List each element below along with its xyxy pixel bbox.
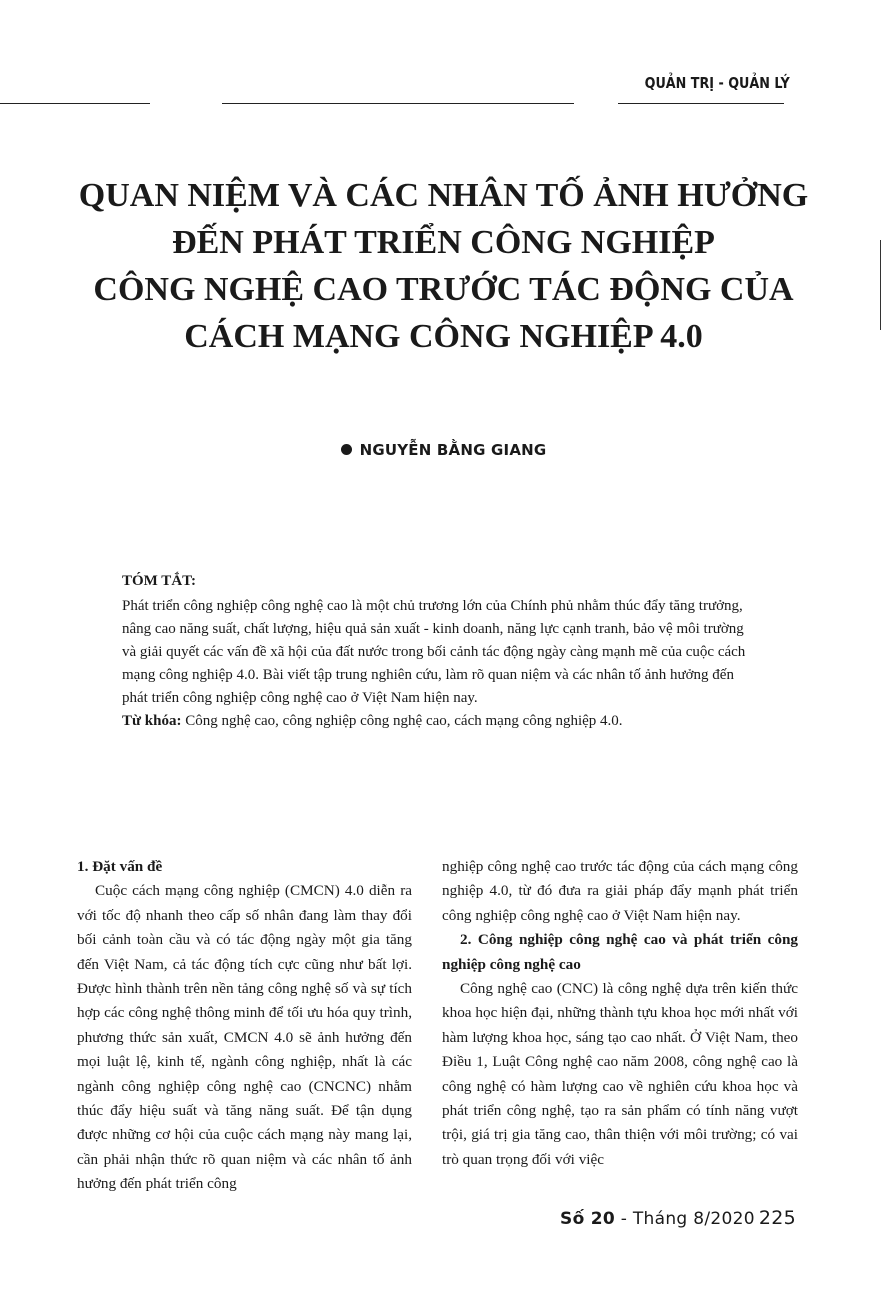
title-line-1: QUAN NIỆM VÀ CÁC NHÂN TỐ ẢNH HƯỞNG [78,177,809,214]
issue-date: - Tháng 8/2020 [615,1209,755,1229]
article-title [40,172,847,360]
keywords-line [122,710,748,733]
author-name: NGUYỄN BẰNG GIANG [359,441,547,459]
section-1-continuation: nghiệp công nghệ cao trước tác động của cách mạng công nghiệp 4.0, từ đó đưa ra giải pháp đẩy mạnh phát triển công nghiệp công nghệ cao ở Việt Nam hiện nay. [442,858,798,924]
keywords-label: Từ khóa: [122,713,182,729]
issue-label: Số 20 [560,1209,616,1229]
abstract-block [122,570,748,733]
author-line [0,441,887,459]
left-column [77,855,412,1197]
section-2-text: Công nghệ cao (CNC) là công nghệ dựa trên kiến thức khoa học hiện đại, những thành tựu khoa học mới nhất với hàm lượng khoa học, sáng tạo cao nhất. Ở Việt Nam, theo Điều 1, Luật Công nghệ cao năm 2008, công nghệ cao là công nghệ có hàm lượng cao về nghiên cứu khoa học và phát triển công nghệ, tạo ra sản phẩm có tính năng vượt trội, giá trị gia tăng cao, thân thiện với môi trường; có vai trò quan trọng đối với việc [442,980,798,1168]
abstract-text: Phát triển công nghiệp công nghệ cao là một chủ trương lớn của Chính phủ nhằm thúc đẩy tăng trưởng, nâng cao năng suất, chất lượng, hiệu quả sản xuất - kinh doanh, năng lực cạnh tranh, bảo vệ môi trường và giải quyết các vấn đề xã hội của đất nước trong bối cảnh tác động ngày càng mạnh mẽ của cuộc cách mạng công nghiệp 4.0. Bài viết tập trung nghiên cứu, làm rõ quan niệm và các nhân tố ảnh hưởng đến phát triển công nghiệp công nghệ cao ở Việt Nam hiện nay. [122,598,746,706]
header-rule-right [618,103,784,104]
page-footer [560,1207,796,1229]
section-1-text: Cuộc cách mạng công nghiệp (CMCN) 4.0 diễn ra với tốc độ nhanh theo cấp số nhân đang làm thay đổi bối cảnh toàn cầu và có tác động ngày một gia tăng đến Việt Nam, cả tác động tích cực cũng như bất lợi. Được hình thành trên nền tảng công nghệ số và sự tích hợp các công nghệ thông minh để tối ưu hóa quy trình, phương thức sản xuất, CMCN 4.0 sẽ ảnh hưởng đến mọi luật lệ, kinh tế, ngành công nghiệp, nhất là các ngành công nghiệp công nghệ cao (CNCNC) nhằm thúc đẩy hiệu suất và tăng năng suất. Để tận dụng được những cơ hội của cuộc cách mạng này mang lại, cần phải nhận thức rõ quan niệm và các nhân tố ảnh hưởng đến phát triển công [77,882,412,1193]
header-rule-middle [222,103,574,104]
keywords-text: Công nghệ cao, công nghiệp công nghệ cao, cách mạng công nghiệp 4.0. [181,713,623,729]
page-number: 225 [758,1207,796,1229]
title-line-3: CÔNG NGHỆ CAO TRƯỚC TÁC ĐỘNG CỦA [93,271,794,308]
section-2-heading: 2. Công nghiệp công nghệ cao và phát triển công nghiệp công nghệ cao [442,931,798,973]
title-line-2: ĐẾN PHÁT TRIỂN CÔNG NGHIỆP [172,224,715,261]
scan-edge-line [880,240,881,330]
section-1-heading: 1. Đặt vấn đề [77,858,163,875]
header-rule-left [0,103,150,104]
section-label: QUẢN TRỊ - QUẢN LÝ [644,74,790,92]
bullet-icon [341,444,352,455]
abstract-label: TÓM TẮT: [122,573,197,589]
title-line-4: CÁCH MẠNG CÔNG NGHIỆP 4.0 [184,318,703,355]
right-column [442,855,798,1172]
